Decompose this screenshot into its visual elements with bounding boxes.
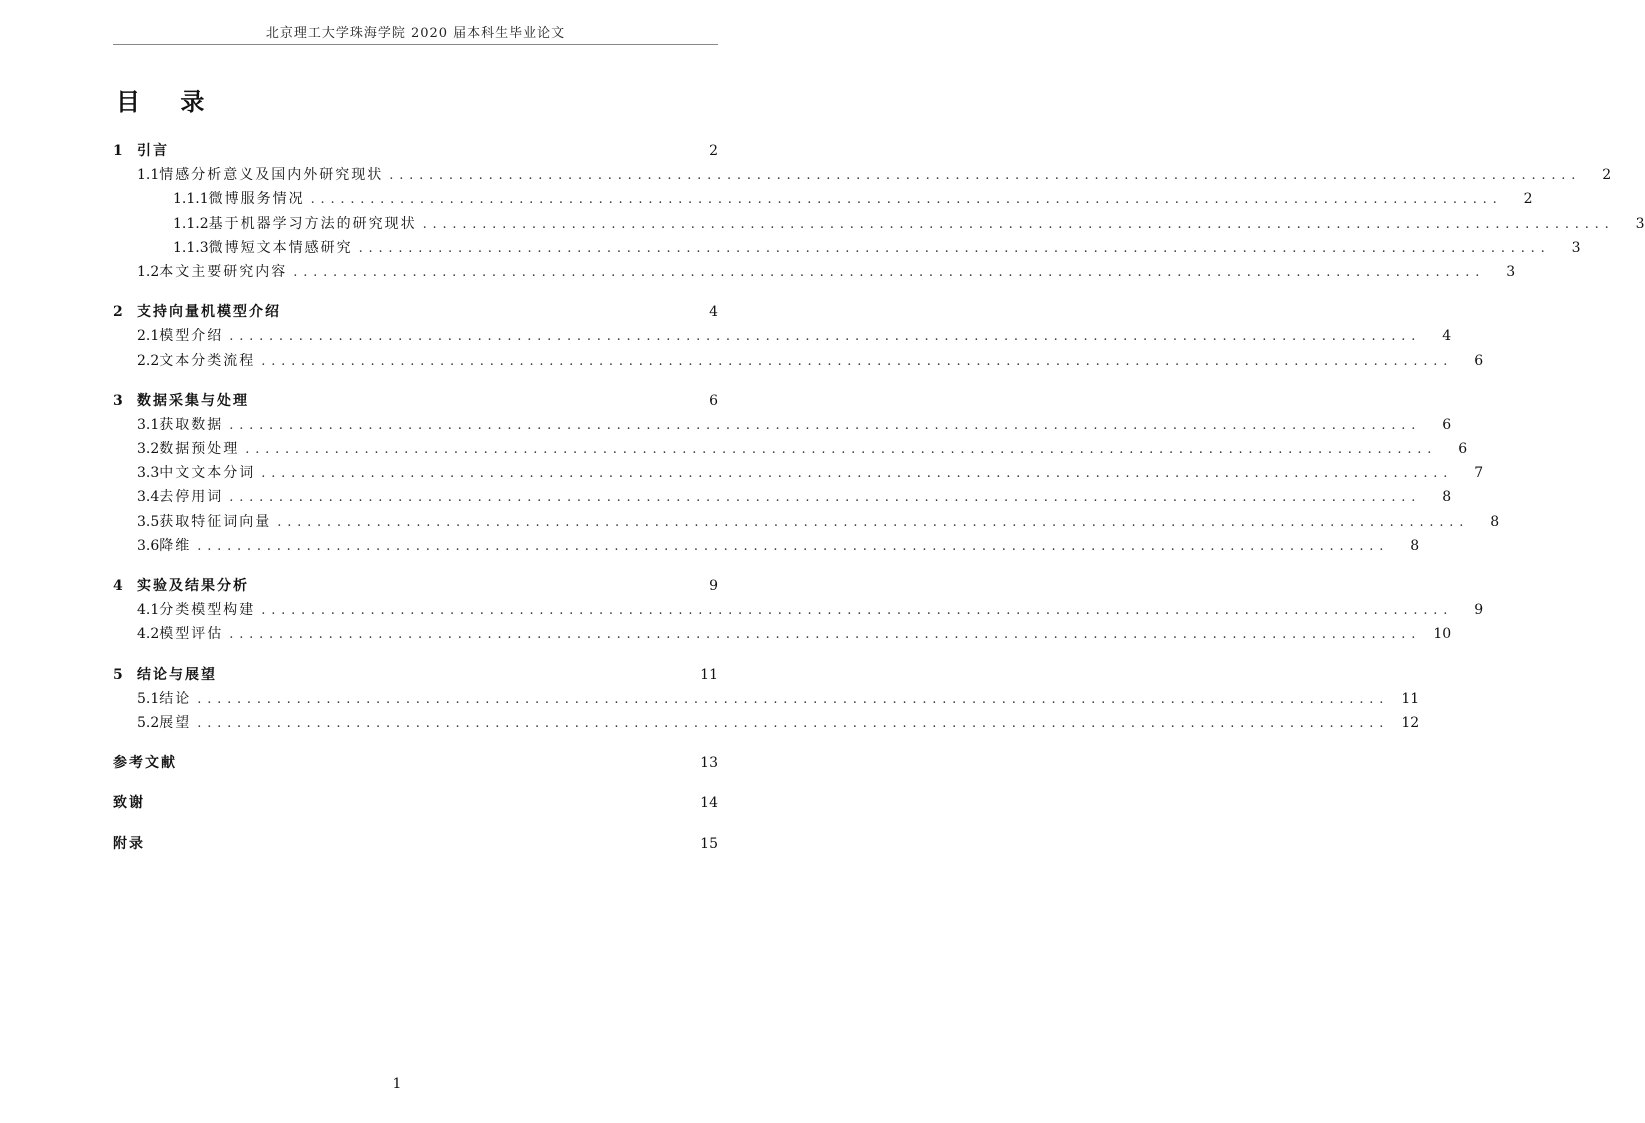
toc-chapter-entry[interactable] (113, 390, 718, 414)
toc-section-entry[interactable] (113, 712, 1420, 736)
toc-chapter-entry[interactable] (113, 140, 718, 164)
toc-entry-number: 5.2 (137, 714, 160, 731)
toc-entry-number: 3.1 (137, 416, 160, 433)
toc-entry-label: 展望 (159, 714, 192, 731)
toc-entry-label: 文本分类流程 (159, 352, 256, 369)
toc-entry-page: 4 (709, 304, 718, 321)
toc-dot-leader: ........................................................................................................................ (277, 514, 1470, 530)
toc-section-entry[interactable] (113, 623, 1452, 647)
toc-entry-page: 6 (1474, 352, 1484, 369)
toc-entry-number: 1.2 (137, 263, 160, 280)
toc-dot-leader: ........................................................................................................................ (261, 603, 1454, 619)
toc-entry-label: 基于机器学习方法的研究现状 (208, 215, 417, 232)
toc-entry-page: 14 (700, 795, 718, 812)
toc-entry-label: 降维 (159, 537, 192, 554)
toc-entry-label: 实验及结果分析 (137, 578, 249, 594)
toc-entry-label: 数据预处理 (159, 441, 240, 458)
toc-section-entry[interactable] (113, 325, 1452, 349)
toc-entry-number: 3.6 (137, 537, 160, 554)
toc-dot-leader: ........................................................................................................................ (229, 627, 1422, 643)
toc-section-entry[interactable] (113, 688, 1420, 712)
toc-entry-number: 1.1 (137, 167, 160, 184)
toc-chapter-entry[interactable] (113, 792, 718, 816)
toc-entry-page: 15 (700, 835, 718, 852)
toc-entry-number: 3.3 (137, 465, 160, 482)
toc-entry-label: 模型评估 (159, 626, 224, 643)
toc-entry-label: 微博服务情况 (208, 191, 305, 208)
toc-entry-label: 附录 (113, 835, 145, 852)
toc-entry-label: 引言 (137, 143, 169, 159)
toc-entry-page: 2 (1602, 167, 1612, 184)
toc-entry-label: 参考文献 (113, 755, 177, 772)
toc-entry-page: 12 (1401, 714, 1420, 731)
toc-entry-page: 2 (1523, 191, 1533, 208)
toc-dot-leader: ........................................................................................................................ (261, 466, 1454, 482)
toc-entry-label: 数据采集与处理 (137, 392, 249, 409)
toc-entry-number: 1 (113, 143, 123, 159)
toc-section-entry[interactable] (113, 535, 1420, 559)
header-rule (113, 44, 718, 45)
toc-entry-number: 4 (113, 578, 123, 594)
toc-dot-leader: ........................................................................................................................ (229, 490, 1422, 506)
toc-chapter-entry[interactable] (113, 664, 718, 688)
toc-subsection-entry[interactable] (113, 213, 1645, 237)
toc-dot-leader: ........................................................................................................................ (293, 264, 1486, 280)
toc-dot-leader: ........................................................................................................................ (389, 168, 1582, 184)
toc-entry-label: 致谢 (113, 795, 145, 812)
toc-section-entry[interactable] (113, 511, 1500, 535)
toc-entry-number: 2.2 (137, 352, 160, 369)
toc-entry-label: 分类模型构建 (159, 602, 256, 619)
toc-subsection-entry[interactable] (113, 188, 1533, 212)
toc-section-entry[interactable] (113, 261, 1516, 285)
toc-entry-page: 6 (709, 392, 718, 409)
toc-entry-number: 3 (113, 392, 123, 409)
toc-entry-page: 7 (1474, 465, 1484, 482)
toc-entry-label: 微博短文本情感研究 (208, 239, 353, 256)
toc-entry-page: 4 (1442, 328, 1452, 345)
toc-entry-number: 1.1.1 (173, 191, 209, 208)
toc-entry-number: 5 (113, 666, 123, 683)
toc-section-entry[interactable] (113, 599, 1484, 623)
toc-subsection-entry[interactable] (113, 237, 1581, 261)
toc-entry-number: 5.1 (137, 690, 160, 707)
toc-dot-leader: ........................................................................................................................ (422, 216, 1615, 232)
toc-section-entry[interactable] (113, 350, 1484, 374)
toc-section-entry[interactable] (113, 414, 1452, 438)
toc-entry-label: 模型介绍 (159, 328, 224, 345)
toc-dot-leader: ........................................................................................................................ (358, 240, 1551, 256)
toc-entry-number: 2 (113, 304, 123, 321)
toc-entry-label: 情感分析意义及国内外研究现状 (159, 167, 384, 184)
toc-dot-leader: ........................................................................................................................ (310, 192, 1503, 208)
toc-entry-page: 11 (700, 666, 718, 683)
toc-entry-page: 13 (700, 755, 718, 772)
toc-entry-label: 获取数据 (159, 416, 224, 433)
toc-chapter-entry[interactable] (113, 575, 718, 599)
toc-title: 目 录 (116, 87, 221, 116)
toc-section-entry[interactable] (113, 462, 1484, 486)
toc-entry-label: 本文主要研究内容 (159, 263, 288, 280)
toc-section-entry[interactable] (113, 438, 1468, 462)
toc-entry-page: 3 (1635, 215, 1645, 232)
toc-entry-page: 3 (1506, 263, 1516, 280)
toc-entry-page: 3 (1571, 239, 1581, 256)
toc-chapter-entry[interactable] (113, 833, 718, 857)
page-number: 1 (392, 1076, 402, 1092)
toc-entry-label: 结论与展望 (137, 666, 217, 683)
toc-entry-number: 2.1 (137, 328, 160, 345)
toc-entry-number: 1.1.3 (173, 239, 209, 256)
toc-entry-page: 10 (1433, 626, 1452, 643)
toc-entry-number: 3.2 (137, 441, 160, 458)
toc-dot-leader: ........................................................................................................................ (245, 442, 1438, 458)
toc-entry-page: 6 (1458, 441, 1468, 458)
toc-dot-leader: ........................................................................................................................ (197, 691, 1390, 707)
toc-entry-page: 8 (1442, 489, 1452, 506)
toc-entry-label: 支持向量机模型介绍 (137, 304, 281, 321)
toc-dot-leader: ........................................................................................................................ (197, 538, 1390, 554)
toc-chapter-entry[interactable] (113, 301, 718, 325)
toc-entry-number: 3.5 (137, 513, 160, 530)
toc-entry-page: 8 (1410, 537, 1420, 554)
toc-entry-number: 3.4 (137, 489, 160, 506)
table-of-contents (113, 140, 1645, 857)
running-header: 北京理工大学珠海学院 2020 届本科生毕业论文 (265, 26, 566, 41)
toc-dot-leader: ........................................................................................................................ (197, 715, 1390, 731)
toc-dot-leader: ........................................................................................................................ (261, 353, 1454, 369)
toc-entry-number: 4.1 (137, 602, 160, 619)
toc-entry-number: 4.2 (137, 626, 160, 643)
toc-entry-label: 去停用词 (159, 489, 224, 506)
toc-entry-page: 11 (1401, 690, 1420, 707)
toc-dot-leader: ........................................................................................................................ (229, 417, 1422, 433)
toc-entry-page: 9 (709, 578, 718, 594)
toc-entry-page: 2 (709, 143, 718, 159)
toc-section-entry[interactable] (113, 486, 1452, 510)
toc-entry-label: 结论 (159, 690, 192, 707)
toc-chapter-entry[interactable] (113, 752, 718, 776)
toc-entry-label: 中文文本分词 (159, 465, 256, 482)
toc-entry-number: 1.1.2 (173, 215, 209, 232)
toc-entry-label: 获取特征词向量 (159, 513, 272, 530)
toc-entry-page: 6 (1442, 416, 1452, 433)
toc-section-entry[interactable] (113, 164, 1612, 188)
toc-entry-page: 9 (1474, 602, 1484, 619)
toc-dot-leader: ........................................................................................................................ (229, 329, 1422, 345)
toc-entry-page: 8 (1490, 513, 1500, 530)
